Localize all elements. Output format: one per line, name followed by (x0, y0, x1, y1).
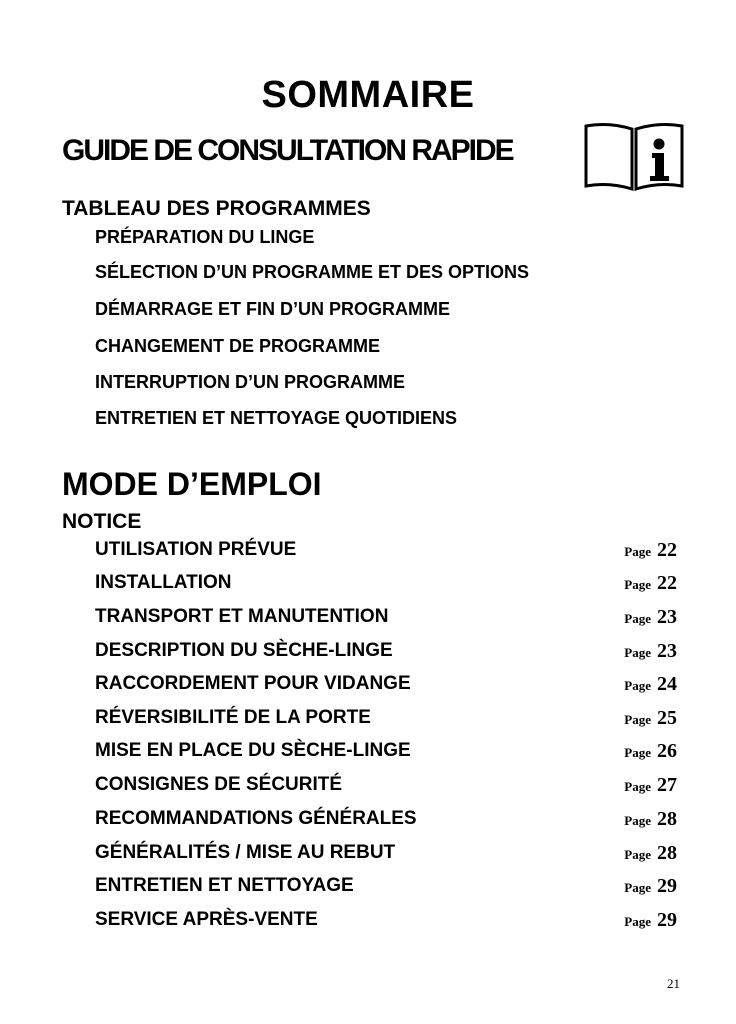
page-word: Page (624, 880, 651, 895)
page-word: Page (624, 645, 651, 660)
toc-entry-page (624, 606, 677, 629)
page-number-value: 22 (657, 539, 677, 561)
page-title: SOMMAIRE (261, 74, 475, 116)
page-number-value: 25 (657, 707, 677, 729)
toc-entry (95, 707, 677, 733)
toc-entry (95, 673, 677, 699)
toc-entry-label: RÉVERSIBILITÉ DE LA PORTE (95, 707, 371, 728)
quick-guide-title: GUIDE DE CONSULTATION RAPIDE (62, 134, 513, 167)
toc-entry-page (624, 875, 677, 898)
notice-heading: NOTICE (62, 510, 142, 533)
page-number-value: 27 (657, 774, 677, 796)
toc-entry-label: GÉNÉRALITÉS / MISE AU REBUT (95, 842, 396, 863)
page-word: Page (624, 577, 651, 592)
quick-guide-item: CHANGEMENT DE PROGRAMME (95, 336, 381, 356)
toc-entry-page (624, 774, 677, 797)
toc-entry-page (624, 539, 677, 562)
toc-entry-label: CONSIGNES DE SÉCURITÉ (95, 774, 343, 795)
toc-entry-page (624, 842, 677, 865)
toc-entry-page (624, 673, 677, 696)
toc-entry-label: SERVICE APRÈS-VENTE (95, 909, 318, 930)
quick-guide-item: PRÉPARATION DU LINGE (95, 227, 315, 247)
page-number-value: 24 (657, 673, 677, 695)
toc-entry (95, 909, 677, 935)
toc-entry-label: INSTALLATION (95, 572, 232, 593)
toc-entry (95, 640, 677, 666)
quick-guide-item: SÉLECTION D’UN PROGRAMME ET DES OPTIONS (95, 262, 530, 282)
toc-entry-label: MISE EN PLACE DU SÈCHE-LINGE (95, 740, 411, 761)
toc-entry (95, 740, 677, 766)
page-number-value: 29 (657, 909, 677, 931)
user-manual-title: MODE D’EMPLOI (62, 466, 322, 502)
info-book-icon (583, 120, 685, 192)
page-number-value: 28 (657, 842, 677, 864)
page-number-value: 29 (657, 875, 677, 897)
page-word: Page (624, 779, 651, 794)
page-number-value: 22 (657, 572, 677, 594)
page-number-value: 23 (657, 606, 677, 628)
toc-entry (95, 842, 677, 868)
page-word: Page (624, 611, 651, 626)
page-word: Page (624, 745, 651, 760)
toc-entry-page (624, 740, 677, 763)
page-word: Page (624, 544, 651, 559)
quick-guide-header (62, 120, 702, 192)
page-word: Page (624, 847, 651, 862)
page-number: 21 (667, 976, 680, 991)
quick-guide-item: INTERRUPTION D’UN PROGRAMME (95, 372, 405, 392)
page-word: Page (624, 914, 651, 929)
toc-entry (95, 572, 677, 598)
toc-entry-page (624, 707, 677, 730)
page-number-value: 26 (657, 740, 677, 762)
toc-entry-label: TRANSPORT ET MANUTENTION (95, 606, 389, 627)
page-word: Page (624, 813, 651, 828)
toc-entry-page (624, 808, 677, 831)
toc-entry (95, 808, 677, 834)
programs-table-heading: TABLEAU DES PROGRAMMES (62, 197, 371, 220)
toc-entry-page (624, 572, 677, 595)
toc-entry-label: ENTRETIEN ET NETTOYAGE (95, 875, 354, 896)
toc-entry (95, 875, 677, 901)
toc-entry (95, 774, 677, 800)
page-number-value: 23 (657, 640, 677, 662)
toc-entry-label: RECOMMANDATIONS GÉNÉRALES (95, 808, 417, 829)
toc-entry-label: UTILISATION PRÉVUE (95, 539, 297, 560)
toc-entry (95, 606, 677, 632)
toc-entry-page (624, 640, 677, 663)
quick-guide-item: ENTRETIEN ET NETTOYAGE QUOTIDIENS (95, 408, 458, 428)
toc-entry-page (624, 909, 677, 932)
page-word: Page (624, 678, 651, 693)
toc-entry (95, 539, 677, 565)
toc-entry-label: DESCRIPTION DU SÈCHE-LINGE (95, 640, 393, 661)
quick-guide-item: DÉMARRAGE ET FIN D’UN PROGRAMME (95, 299, 450, 319)
page-number-value: 28 (657, 808, 677, 830)
toc-entry-label: RACCORDEMENT POUR VIDANGE (95, 673, 411, 694)
page-word: Page (624, 712, 651, 727)
